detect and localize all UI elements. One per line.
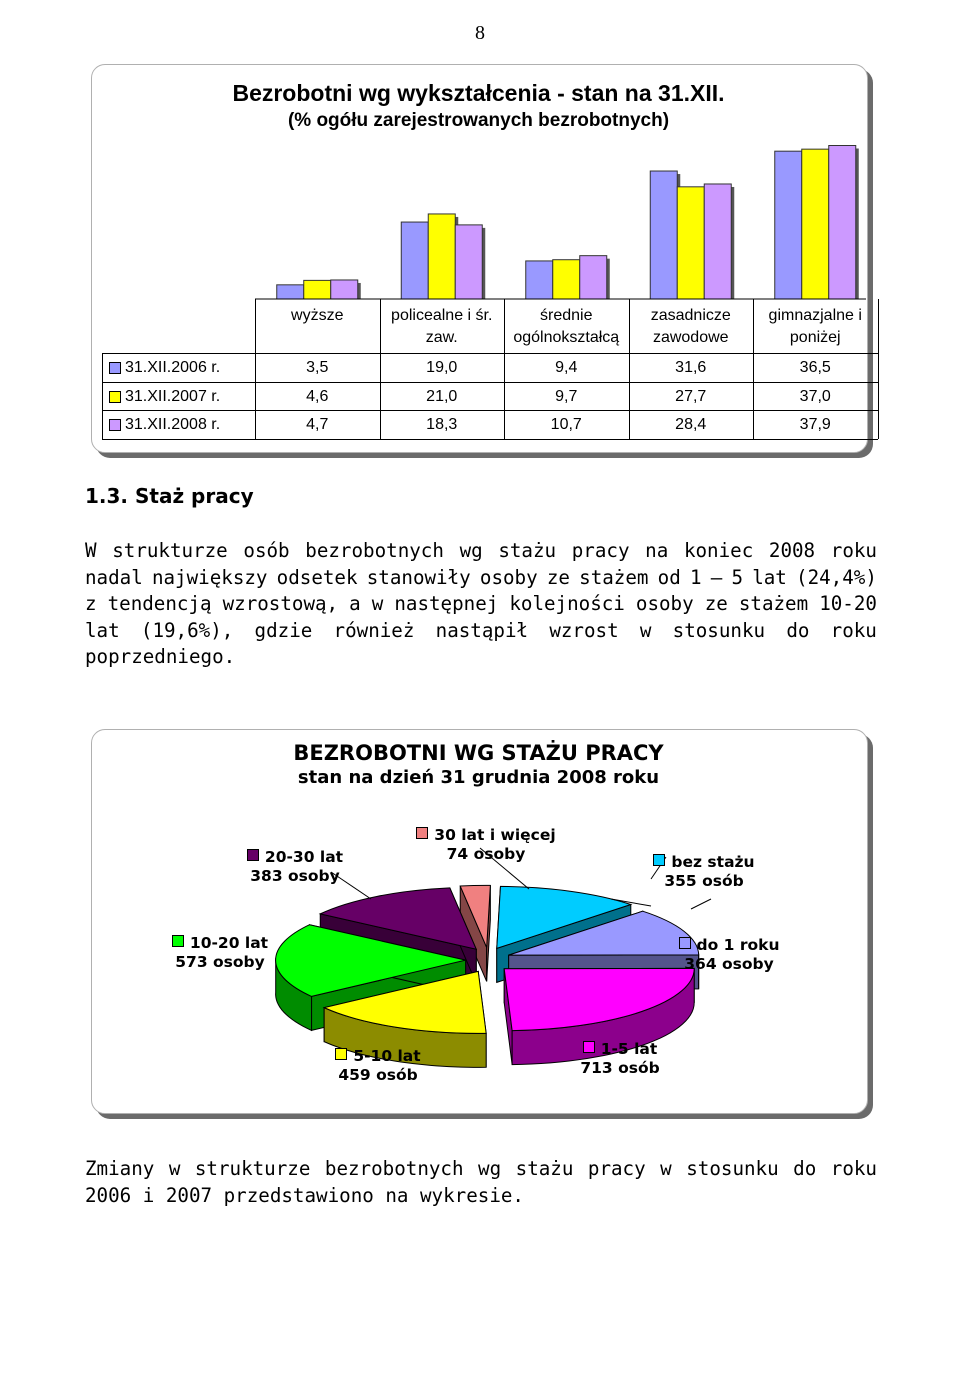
word: również [333, 618, 415, 642]
word: osoby [635, 592, 694, 615]
legend-key [416, 827, 428, 839]
pie-label [318, 1047, 438, 1085]
education-chart-subtitle: (% ogółu zarejestrowanych bezrobotnych) [287, 110, 670, 131]
word: odsetek [276, 565, 358, 589]
section-paragraph [85, 538, 877, 671]
category-label: policealne i śr. zaw. [391, 307, 493, 346]
word: stażu [515, 1157, 574, 1180]
paragraph-line [85, 538, 877, 565]
word: roku [830, 1157, 877, 1180]
word: na [645, 539, 669, 562]
paragraph-line: poprzedniego. [85, 645, 236, 668]
table-value: 21,0 [426, 387, 458, 405]
bar [802, 149, 829, 299]
table-value: 4,6 [306, 387, 329, 405]
word: stanowiły [366, 565, 471, 589]
word: następnej [394, 592, 499, 615]
slice-value: 74 osoby [446, 845, 526, 863]
word: 2008 [768, 539, 816, 562]
table-line [102, 382, 878, 383]
pie-label-name [664, 936, 794, 955]
bar [704, 184, 731, 299]
pie-label [402, 826, 570, 864]
bar [304, 280, 331, 299]
series-label: 31.XII.2007 r. [125, 387, 221, 405]
table-value: 4,7 [306, 416, 329, 433]
bar [677, 187, 704, 299]
word: stosunku [686, 1157, 779, 1180]
seniority-pie-chart [91, 729, 866, 1112]
seniority-chart-subtitle: stan na dzień 31 grudnia 2008 roku [297, 767, 660, 788]
table-value: 28,4 [675, 416, 707, 433]
word: osób [243, 539, 290, 562]
bar [829, 146, 856, 299]
bar [650, 171, 677, 299]
legend-key [679, 937, 691, 949]
slice-label: 1-5 lat [600, 1040, 658, 1058]
slice-label: 5-10 lat [353, 1047, 421, 1065]
word: (24,4%) [796, 565, 877, 589]
table-value: 19,0 [426, 359, 458, 376]
category-label: gimnazjalne i poniżej [768, 307, 862, 346]
word: osoby [479, 565, 538, 589]
bar [428, 214, 455, 299]
word: do [786, 618, 810, 642]
word: w [639, 618, 652, 642]
table-value: 27,7 [675, 387, 707, 405]
slice-label: do 1 roku [696, 936, 780, 954]
word: wg [478, 1157, 502, 1180]
word: strukturze [112, 539, 228, 562]
word: W [85, 539, 97, 562]
slice-value: 383 osoby [250, 867, 340, 885]
legend-key [109, 362, 121, 374]
table-line [102, 410, 878, 411]
closing-paragraph [85, 1156, 877, 1209]
leader-line [691, 899, 711, 909]
word: stosunku [672, 618, 766, 642]
table-line [878, 299, 879, 439]
word: – [710, 565, 723, 589]
word: stażem [738, 592, 809, 615]
word: ze [704, 592, 728, 615]
series-label: 31.XII.2008 r. [125, 416, 221, 433]
table-value: 9,4 [555, 359, 578, 376]
word: 1 [689, 565, 702, 589]
table-value: 37,9 [799, 416, 831, 433]
legend-key [247, 849, 259, 861]
education-chart-title: Bezrobotni wg wykształcenia - stan na 31.XII. [232, 80, 725, 106]
table-line [102, 353, 878, 354]
word: pracy [587, 1157, 646, 1180]
slice-label: 30 lat i więcej [434, 826, 556, 844]
table-value: 36,5 [799, 359, 831, 376]
table-value: 18,3 [426, 416, 458, 433]
closing-line [85, 1156, 877, 1183]
pie-label [560, 1040, 680, 1078]
word: 10-20 [819, 592, 877, 615]
table-value: 31,6 [675, 359, 707, 376]
legend-key [335, 1048, 347, 1060]
word: lat [85, 618, 120, 642]
bar [455, 225, 482, 299]
pie-label [664, 936, 794, 974]
category-label: średnie ogólnokształcą [513, 307, 620, 346]
slice-label: bez stażu [671, 853, 755, 871]
slice-value: 364 osoby [684, 955, 774, 973]
slice-label: 20-30 lat [264, 848, 344, 866]
word: nastąpił [435, 618, 529, 642]
pie-label-name [560, 1040, 680, 1059]
word: roku [830, 539, 877, 562]
slice-value: 355 osób [664, 872, 744, 890]
pie-label [225, 848, 365, 886]
word: a [349, 592, 361, 615]
pie-label-name [318, 1047, 438, 1066]
series-label: 31.XII.2006 r. [125, 359, 221, 376]
word: stażem [579, 565, 649, 589]
word: koniec [683, 539, 754, 562]
closing-line: 2006 i 2007 przedstawiono na wykresie. [85, 1183, 524, 1207]
word: w [168, 1157, 181, 1180]
bar [401, 222, 428, 299]
word: wg [459, 539, 483, 562]
word: w [371, 592, 384, 615]
word: tendencją [107, 592, 212, 615]
word: pracy [571, 539, 630, 562]
word: gdzie [254, 618, 313, 642]
bar [277, 285, 304, 299]
legend-key [653, 854, 665, 866]
word: największy [151, 565, 268, 589]
word: nadal [85, 565, 143, 589]
word: 5 [731, 565, 743, 589]
legend-key [109, 419, 121, 431]
table-value: 10,7 [550, 416, 582, 433]
table-line [102, 439, 878, 440]
bar [775, 151, 802, 299]
paragraph-line [85, 565, 877, 592]
bar [553, 260, 580, 299]
legend-key [109, 391, 121, 403]
pie-label-name [630, 853, 778, 872]
word: (19,6%), [140, 618, 234, 642]
legend-key [583, 1041, 595, 1053]
word: lat [752, 565, 787, 589]
word: w [660, 1157, 672, 1180]
page-number: 8 [475, 22, 485, 44]
category-label: zasadnicze zawodowe [650, 307, 731, 346]
word: strukturze [194, 1157, 311, 1180]
pie-label [150, 934, 290, 972]
pie-label-name [150, 934, 290, 953]
table-value: 9,7 [555, 387, 578, 405]
pie-label-name [225, 848, 365, 867]
bar [580, 256, 607, 299]
section-heading: 1.3. Staż pracy [85, 484, 254, 508]
word: bezrobotnych [324, 1157, 464, 1180]
word: stażu [498, 539, 557, 562]
table-value: 37,0 [799, 387, 831, 405]
pie-label-name [402, 826, 570, 845]
slice-label: 10-20 lat [189, 934, 269, 952]
word: wzrost [549, 618, 619, 642]
word: kolejności [509, 592, 625, 615]
word: bezrobotnych [305, 539, 444, 562]
word: z [85, 592, 97, 615]
paragraph-line [85, 618, 877, 645]
slice-value: 713 osób [580, 1059, 660, 1077]
table-value: 3,5 [306, 359, 329, 376]
word: wzrostową, [222, 592, 339, 615]
word: ze [546, 565, 570, 589]
bar [526, 261, 553, 299]
pie-label [630, 853, 778, 891]
word: od [657, 565, 681, 589]
category-label: wyższe [291, 307, 344, 324]
paragraph-line [85, 591, 877, 618]
word: Zmiany [85, 1157, 155, 1180]
legend-key [172, 935, 184, 947]
slice-value: 573 osoby [175, 953, 265, 971]
slice-value: 459 osób [338, 1066, 418, 1084]
table-line [102, 353, 103, 439]
bar [331, 280, 358, 299]
word: do [793, 1157, 817, 1180]
seniority-chart-title: BEZROBOTNI WG STAŻU PRACY [293, 741, 664, 765]
word: roku [830, 618, 877, 642]
